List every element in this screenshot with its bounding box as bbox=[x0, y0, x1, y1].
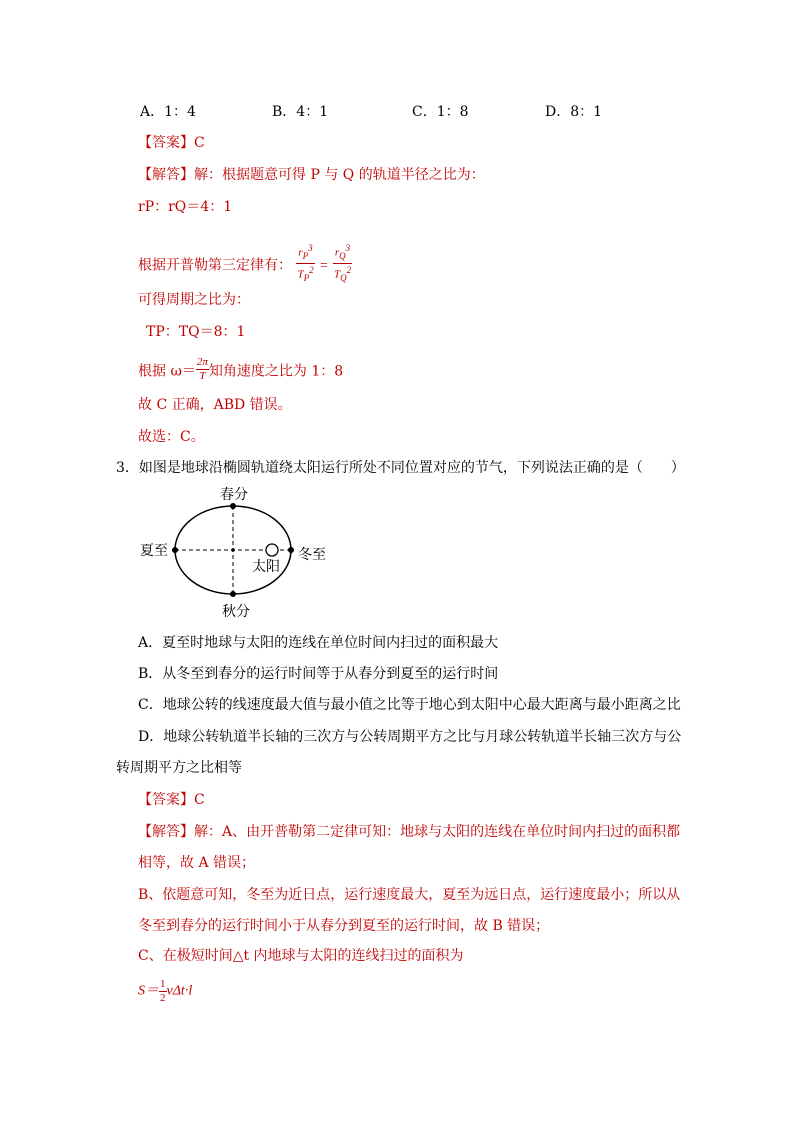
label-summer: 夏至 bbox=[140, 543, 168, 559]
summer-solstice-point bbox=[172, 547, 178, 553]
omega-suffix: 知角速度之比为 1：8 bbox=[208, 363, 344, 380]
option-a-prev: A．1：4 bbox=[140, 104, 196, 120]
option-c: C．地球公转的线速度最大值与最小值之比等于地心到太阳中心最大距离与最小距离之比 bbox=[138, 697, 681, 713]
answer-value: C bbox=[194, 792, 205, 808]
label-winter: 冬至 bbox=[298, 547, 326, 563]
solution-line-2: 相等，故 A 错误； bbox=[138, 855, 256, 871]
option-a: A．夏至时地球与太阳的连线在单位时间内扫过的面积最大 bbox=[138, 635, 499, 651]
equals-sign: = bbox=[319, 258, 329, 274]
answer-tag: 【答案】 bbox=[138, 135, 194, 151]
option-c-prev: C．1：8 bbox=[412, 104, 469, 120]
solution-text: 解：A、由开普勒第二定律可知：地球与太阳的连线在单位时间内扫过的面积都 bbox=[194, 824, 681, 840]
period-intro: 可得周期之比为： bbox=[138, 292, 250, 308]
omega-line bbox=[138, 358, 343, 385]
radius-ratio: rP：rQ＝4：1 bbox=[138, 199, 233, 215]
half-fraction: $\frac{1}{2}$ bbox=[160, 978, 166, 1004]
option-b: B．从冬至到春分的运行时间等于从春分到夏至的运行时间 bbox=[138, 666, 499, 682]
prev-solution-intro bbox=[138, 165, 485, 185]
kepler-prefix: 根据开普勒第三定律有： bbox=[138, 257, 292, 274]
label-sun: 太阳 bbox=[252, 559, 280, 575]
answer-value: C bbox=[194, 135, 205, 151]
label-spring: 春分 bbox=[220, 487, 248, 503]
prev-choice: 故选：C。 bbox=[138, 429, 205, 445]
area-formula: S＝ $\frac{1}{2}$ vΔt·l bbox=[138, 978, 193, 1004]
kepler-third-law bbox=[138, 244, 352, 287]
omega-fraction: $\frac{2\pi}{T}$ bbox=[196, 356, 208, 382]
kepler-fraction-right: $\frac{r_Q^3}{T_Q^2}$ bbox=[333, 243, 352, 283]
answer-tag: 【答案】 bbox=[138, 792, 194, 808]
prev-conclusion: 故 C 正确，ABD 错误。 bbox=[138, 397, 292, 413]
option-d-prev: D．8：1 bbox=[545, 104, 603, 120]
solution-line-4: 冬至到春分的运行时间小于从春分到夏至的运行时间，故 B 错误； bbox=[138, 918, 550, 934]
option-d-continued: 转周期平方之比相等 bbox=[116, 760, 242, 776]
sun-icon bbox=[266, 544, 278, 556]
solution-tag: 【解答】 bbox=[138, 824, 194, 840]
question-text: 如图是地球沿椭圆轨道绕太阳运行所处不同位置对应的节气，下列说法正确的是（ ） bbox=[138, 460, 685, 476]
autumn-equinox-point bbox=[230, 591, 236, 597]
solution-line-5: C、在极短时间△t 内地球与太阳的连线扫过的面积为 bbox=[138, 948, 464, 964]
period-ratio: TP：TQ＝8：1 bbox=[146, 324, 246, 340]
label-autumn: 秋分 bbox=[222, 604, 250, 620]
answer bbox=[138, 790, 205, 810]
winter-solstice-point bbox=[288, 547, 294, 553]
orbit-diagram bbox=[140, 480, 340, 620]
kepler-fraction-left: $\frac{r_P^3}{T_P^2}$ bbox=[297, 243, 314, 283]
center-point bbox=[231, 548, 235, 552]
spring-equinox-point bbox=[230, 503, 236, 509]
prev-answer bbox=[138, 133, 205, 153]
solution-line-3: B、依题意可知，冬至为近日点，运行速度最大，夏至为远日点，运行速度最小；所以从 bbox=[138, 887, 681, 903]
option-d: D．地球公转轨道半长轴的三次方与公转周期平方之比与月球公转轨道半长轴三次方与公 bbox=[138, 729, 682, 745]
solution-tag: 【解答】 bbox=[138, 167, 194, 183]
omega-prefix: 根据 ω＝ bbox=[138, 363, 196, 380]
question-number: 3． bbox=[116, 460, 139, 476]
option-b-prev: B．4：1 bbox=[272, 104, 329, 120]
solution-line-1 bbox=[138, 822, 680, 842]
question-stem bbox=[116, 458, 685, 478]
solution-intro: 解：根据题意可得 P 与 Q 的轨道半径之比为： bbox=[194, 167, 485, 183]
